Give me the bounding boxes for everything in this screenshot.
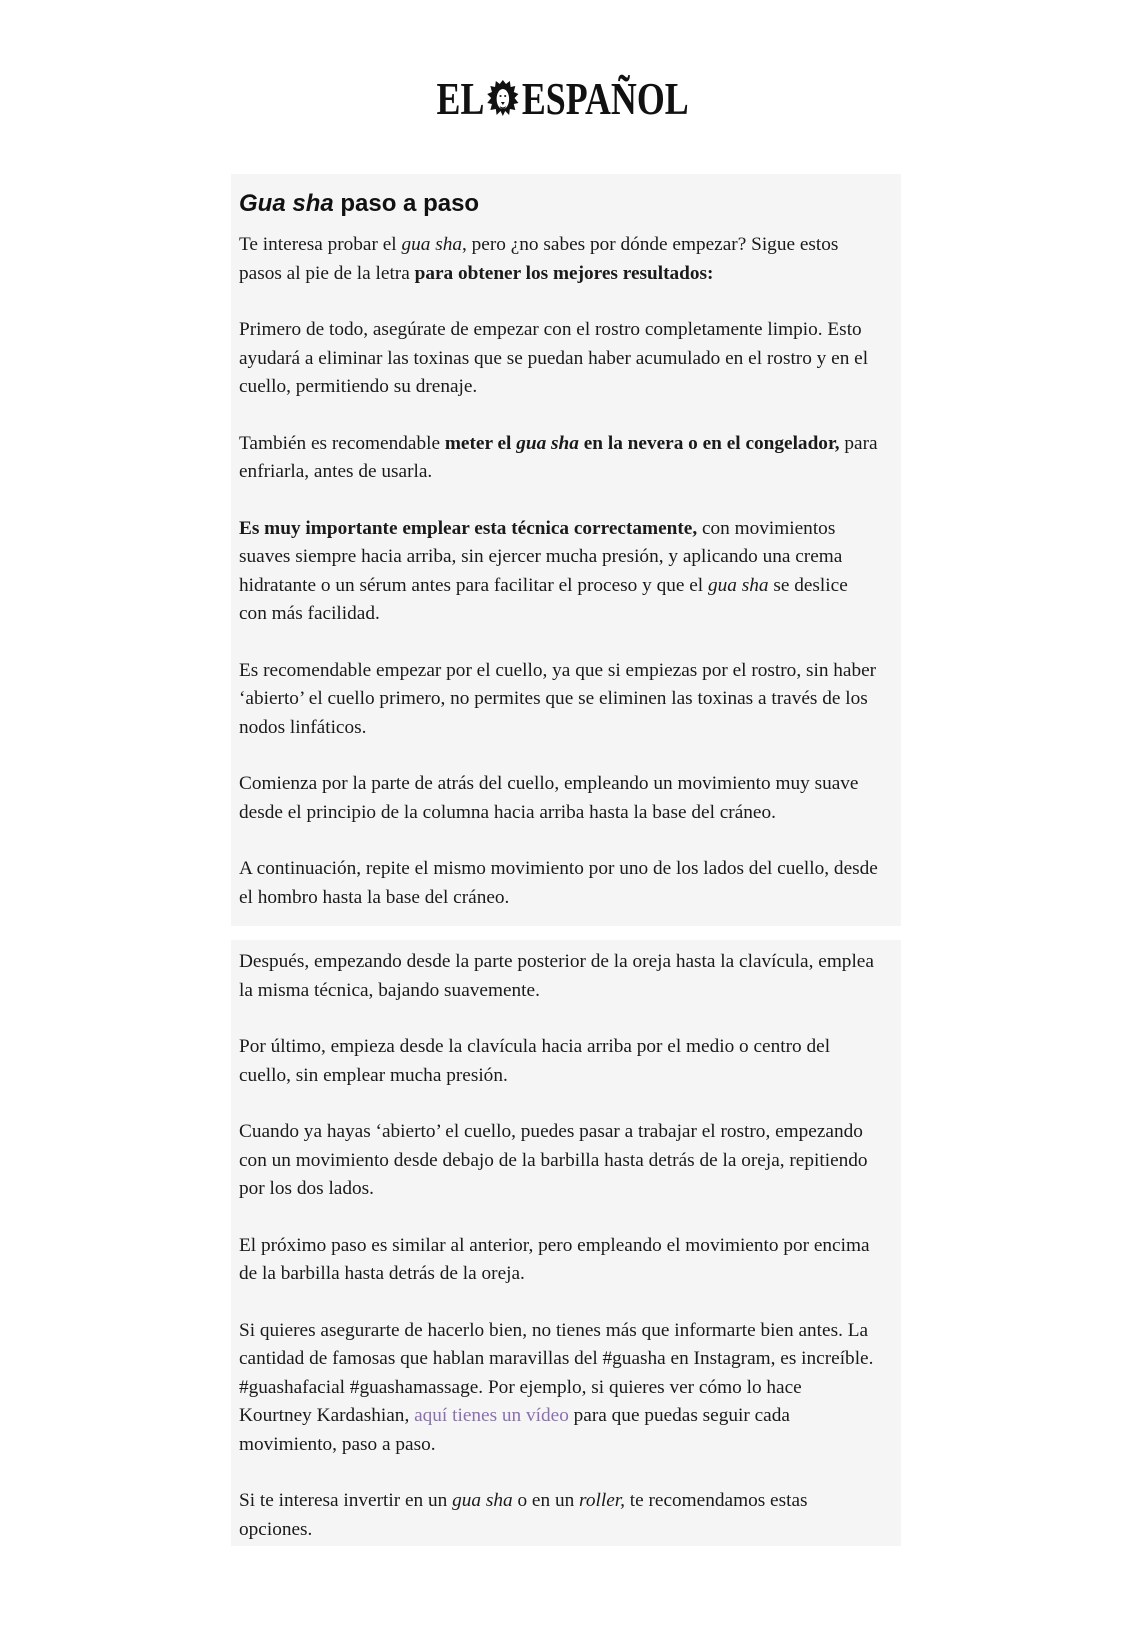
bold-text: para obtener los mejores resultados: xyxy=(414,262,714,284)
text: con movimientos suaves siempre hacia arriba, sin ejercer mucha presión, y aplicando una crema hidratante o un sérum antes para facilitar el proceso y que el xyxy=(239,517,843,596)
logo-text-espanol: ESPAÑOL xyxy=(522,72,690,124)
paragraph-start-neck: Es recomendable empezar por el cuello, ya que si empiezas por el rostro, sin haber ‘abierto’ el cuello primero, no permites que se eliminen las toxinas a través de los nodos linfáticos. xyxy=(239,659,877,738)
italic-text: gua sha xyxy=(707,574,769,596)
paragraph-intro xyxy=(239,231,879,288)
italic-text: gua sha xyxy=(452,1490,513,1511)
bold-text-part: en la nevera o en el congelador, xyxy=(578,432,840,454)
bold-italic-text: gua sha xyxy=(516,432,579,454)
paragraph-back-neck: Comienza por la parte de atrás del cuello, empleando un movimiento muy suave desde el principio de la columna hacia arriba hasta la base del cráneo. xyxy=(239,773,859,823)
text: para enfriarla, antes de usarla. xyxy=(239,432,878,482)
paragraph-face-start: Cuando ya hayas ‘abierto’ el cuello, puedes pasar a trabajar el rostro, empezando con un movimiento desde debajo de la barbilla hasta detrás de la oreja, repitiendo por los dos lados. xyxy=(239,1121,868,1199)
masthead xyxy=(0,68,1126,128)
text: te recomendamos estas opciones. xyxy=(239,1490,808,1540)
text: Si quieres asegurarte de hacerlo bien, no tienes más que informarte bien antes. La cantidad de famosas que hablan maravillas del #guasha en Instagram, es increíble. #guashafacial #guashamassage. Por ejemplo, si quieres ver cómo lo hace Kourtney Kardashian, xyxy=(239,1319,874,1426)
paragraph-clean-face: Primero de todo, asegúrate de empezar con el rostro completamente limpio. Esto ayudará a eliminar las toxinas que se puedan haber acumulado en el rostro y en el cuello, permitiendo su drenaje. xyxy=(239,319,869,397)
video-link[interactable]: aquí tienes un vídeo xyxy=(414,1405,569,1426)
heading-italic: Gua sha xyxy=(239,190,334,217)
logo-text-el: EL xyxy=(436,72,485,124)
paragraph-instagram xyxy=(239,1317,879,1460)
paragraph-ear-clavicle: Después, empezando desde la parte posterior de la oreja hasta la clavícula, emplea la misma técnica, bajando suavemente. xyxy=(239,951,874,1001)
paragraph-technique xyxy=(239,515,879,629)
italic-text: roller, xyxy=(579,1490,625,1511)
text: Te interesa probar el xyxy=(239,234,402,255)
text: para que puedas seguir cada movimiento, paso a paso. xyxy=(239,1405,790,1455)
paragraph-recommendations xyxy=(239,1487,879,1544)
paragraph-side-neck: A continuación, repite el mismo movimiento por uno de los lados del cuello, desde el hombro hasta la base del cráneo. xyxy=(239,858,878,908)
heading-rest: paso a paso xyxy=(333,190,480,217)
article-box-2 xyxy=(231,940,901,1546)
bold-text: Es muy importante emplear esta técnica correctamente, xyxy=(239,517,698,539)
bold-text-part: meter el xyxy=(444,432,517,454)
el-espanol-logo[interactable] xyxy=(437,72,689,125)
article-box-1 xyxy=(231,174,901,926)
text: o en un xyxy=(512,1490,580,1511)
paragraph-next-step: El próximo paso es similar al anterior, pero empleando el movimiento por encima de la barbilla hasta detrás de la oreja. xyxy=(239,1234,870,1284)
text: , pero ¿no sabes por dónde empezar? Sigue estos pasos al pie de la letra xyxy=(239,234,839,284)
italic-text: gua sha xyxy=(401,234,462,255)
bold-text xyxy=(445,433,840,454)
article-heading xyxy=(239,189,879,219)
text: Si te interesa invertir en un xyxy=(239,1490,453,1511)
text: También es recomendable xyxy=(239,432,445,454)
lion-head-icon xyxy=(486,78,520,118)
text: se deslice con más facilidad. xyxy=(239,574,848,624)
paragraph-clavicle-up: Por último, empieza desde la clavícula hacia arriba por el medio o centro del cuello, sin emplear mucha presión. xyxy=(239,1036,831,1086)
paragraph-fridge xyxy=(239,430,879,487)
